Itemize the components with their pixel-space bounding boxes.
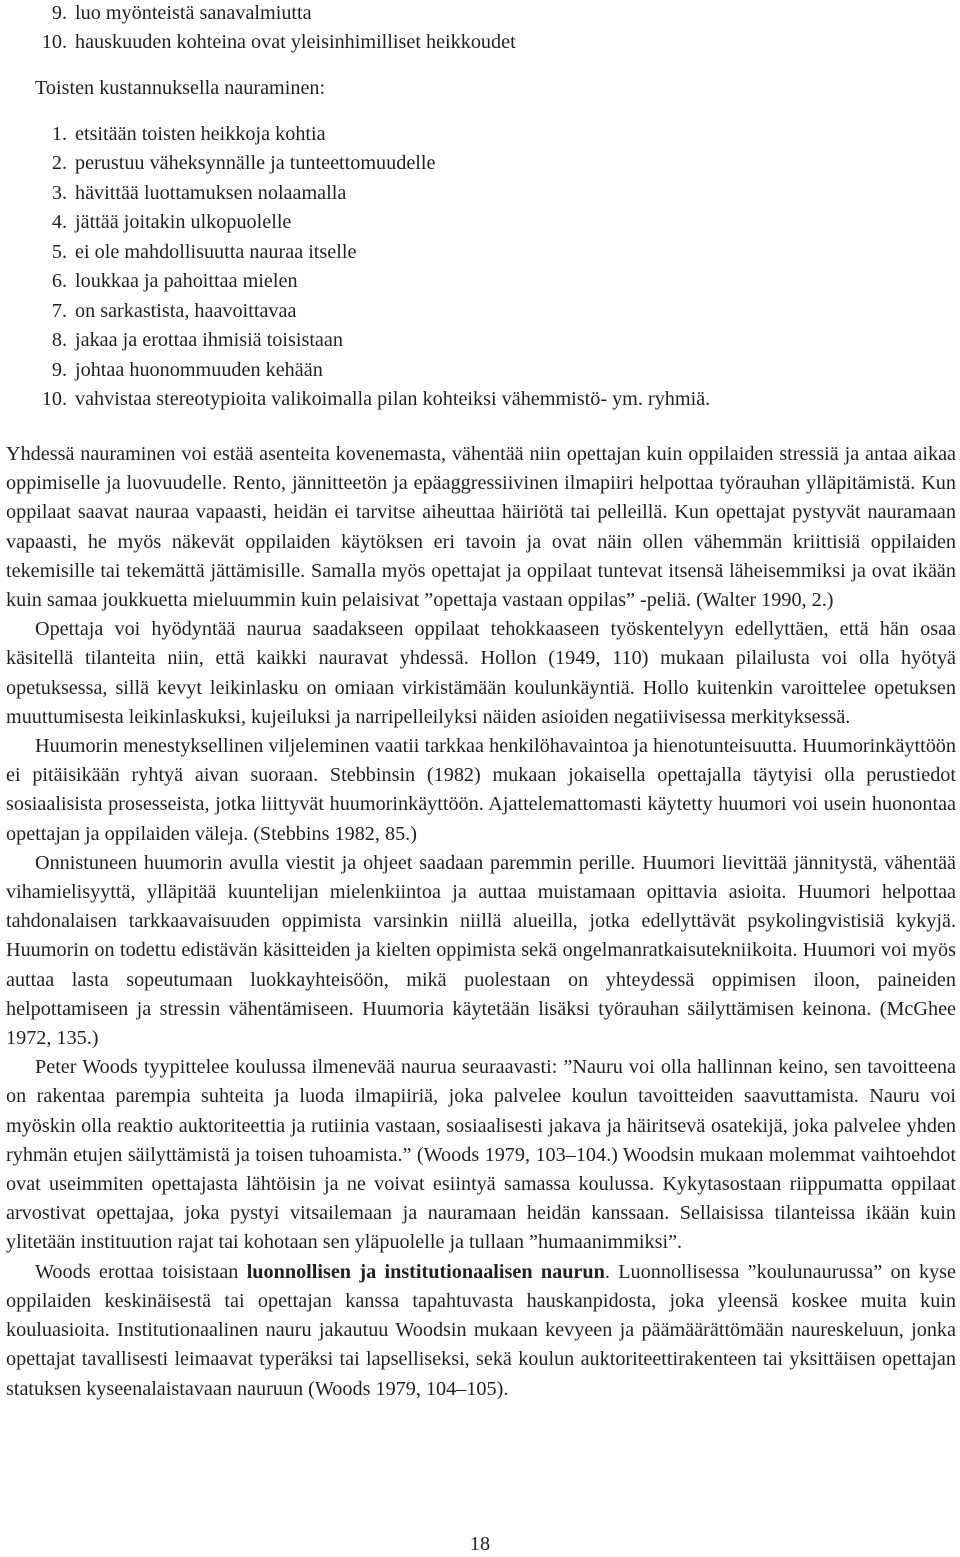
paragraph: Onnistuneen huumorin avulla viestit ja ohjeet saadaan paremmin perille. Huumori lievittää jännitystä, vähentää vihamielisyyttä, ylläpitää kuuntelijan mielenkiintoa ja auttaa muistamaan opittavia asioita. Huumori helpottaa tahdonalaisen tarkkaavaisuuden oppimista varsinkin niillä alueilla, jotka edellyttävät psykolingvistisiä kykyjä. Huumorin on todettu edistävän käsitteiden ja kielten oppimista sekä ongelmanratkaisutekniikoita. Huumori voi myös auttaa lasta sopeutumaan luokkayhteisöön, mikä puolestaan on yhteydessä oppimisen iloon, paineiden helpottamiseen ja stressin vähentämiseen. Huumoria käytetään lisäksi työrauhan säilyttämisen keinona. (McGhee 1972, 135.) <box>6 851 956 1050</box>
paragraph <box>6 1258 956 1404</box>
list-item-text: on sarkastista, haavoittavaa <box>75 300 297 322</box>
list-item-text: johtaa huonommuuden kehään <box>75 359 323 381</box>
list-item-text: loukkaa ja pahoittaa mielen <box>75 270 298 292</box>
list-item-number: 1. <box>51 123 67 145</box>
list-item-text: jakaa ja erottaa ihmisiä toisistaan <box>75 329 343 351</box>
paragraph: Opettaja voi hyödyntää naurua saadakseen oppilaat tehokkaaseen työskentelyyn edellyttäen, että hän osaa käsitellä tilanteita niin, että kaikki nauravat yhdessä. Hollon (1949, 110) mukaan pilailusta voi olla hyötyä opetuksessa, sillä kevyt leikinlasku on omiaan virkistämään koulunkäyntiä. Hollo kuitenkin varoittelee opetuksen muuttumisesta leikinlaskuksi, kujeiluksi ja narripelleilyksi näiden asioiden negatiivisessa merkityksessä. <box>6 618 956 728</box>
list-item-number: 9. <box>51 2 67 24</box>
body-text <box>6 440 956 1404</box>
list-item-text: perustuu väheksynnälle ja tunteettomuudelle <box>75 152 436 174</box>
list-item-text: etsitään toisten heikkoja kohtia <box>75 123 326 145</box>
paragraph: Yhdessä nauraminen voi estää asenteita kovenemasta, vähentää niin opettajan kuin oppilaiden stressiä ja antaa aikaa oppimiselle ja luovuudelle. Rento, jännitteetön ja epäaggressiivinen ilmapiiri helpottaa työrauhan ylläpitämistä. Kun oppilaat saavat nauraa vapaasti, heidän ei tarvitse aiheuttaa häiriötä tai pelleillä. Kun opettajat pystyvät nauramaan vapaasti, he myös näkevät oppilaiden käytöksen eri tavoin ja ovat näin ollen vähemmän kriittisiä oppilaiden tekemisille tai tekemättä jättämisille. Samalla myös opettajat ja oppilaat tuntevat itsensä läheisemmiksi ja ovat ikään kuin samaa joukkuetta mieluummin kuin pelaisivat ”opettaja vastaan oppilas” -peliä. (Walter 1990, 2.) <box>6 443 956 612</box>
list-item-number: 8. <box>51 329 67 351</box>
list-item-text: ei ole mahdollisuutta nauraa itselle <box>75 241 357 263</box>
list-item-text: hauskuuden kohteina ovat yleisinhimilliset heikkoudet <box>75 31 516 53</box>
list-item-number: 4. <box>51 211 67 233</box>
paragraph-text: . Luonnollisessa ”koulunaurussa” on kyse oppilaiden keskinäisestä tai opettajan kanssa tapahtuvasta hauskanpidosta, joka yleensä koskee muita kuin kouluasioita. Institutionaalinen nauru jakautuu Woodsin mukaan kevyeen ja päämäärättömään naureskeluun, jonka opettajat tavallisesti leimaavat typeräksi tai lapselliseksi, sekä koulun auktoriteettirakenteen tai yksittäisen opettajan statuksen kyseenalaistavaan nauruun (Woods 1979, 104–105). <box>6 1260 956 1400</box>
bold-term: luonnollisen ja institutionaalisen naurun <box>246 1260 605 1283</box>
paragraph: Peter Woods tyypittelee koulussa ilmenevää naurua seuraavasti: ”Nauru voi olla hallinnan keino, sen tavoitteena on rakentaa parempia suhteita ja luoda ilmapiiriä, joka palvelee koulun tavoitteiden saavuttamista. Nauru voi myöskin olla reaktio auktoriteettia ja rutiinia vastaan, sosiaalisesti jakava ja häiritsevä osatekijä, joka palvelee yhden ryhmän etujen säilyttämistä ja toisen tuhoamista.” (Woods 1979, 103–104.) Woodsin mukaan molemmat vaihtoehdot ovat useimmiten opettajasta lähtöisin ja ne voivat esiintyä samassa koulussa. Kykytasostaan riippumatta oppilaat arvostivat opettajaa, joka pystyi vitsailemaan ja nauramaan heidän kanssaan. Sellaisissa tilanteissa ikään kuin ylitetään instituution rajat tai kohotaan sen yläpuolelle ja tullaan ”humaanimmiksi”. <box>6 1056 956 1254</box>
list-item-text: luo myönteistä sanavalmiutta <box>75 2 312 24</box>
list-item-number: 10. <box>41 31 67 53</box>
list-item-number: 3. <box>51 182 67 204</box>
list-item-text: jättää joitakin ulkopuolelle <box>75 211 292 233</box>
list-item-text: vahvistaa stereotypioita valikoimalla pilan kohteiksi vähemmistö- ym. ryhmiä. <box>75 388 711 410</box>
list-item-number: 9. <box>51 359 67 381</box>
paragraph: Huumorin menestyksellinen viljeleminen vaatii tarkkaa henkilöhavaintoa ja hienotunteisuutta. Huumorinkäyttöön ei pitäisikään ryhtyä aivan suoraan. Stebbinsin (1982) mukaan jokaisella opettajalla täytyisi olla perustiedot sosiaalisista prosesseista, jotka liittyvät huumorinkäyttöön. Ajattelemattomasti käytetty huumori voi usein huonontaa opettajan ja oppilaiden väleja. (Stebbins 1982, 85.) <box>6 735 956 845</box>
section-heading: Toisten kustannuksella nauraminen: <box>35 77 326 99</box>
list-item-number: 6. <box>51 270 67 292</box>
list-item-number: 5. <box>51 241 67 263</box>
paragraph-text: Woods erottaa toisistaan <box>35 1260 247 1283</box>
list-item-number: 10. <box>41 388 67 410</box>
list-item-number: 7. <box>51 300 67 322</box>
page-number: 18 <box>469 1533 491 1555</box>
list-item-number: 2. <box>51 152 67 174</box>
list-item-text: hävittää luottamuksen nolaamalla <box>75 182 347 204</box>
